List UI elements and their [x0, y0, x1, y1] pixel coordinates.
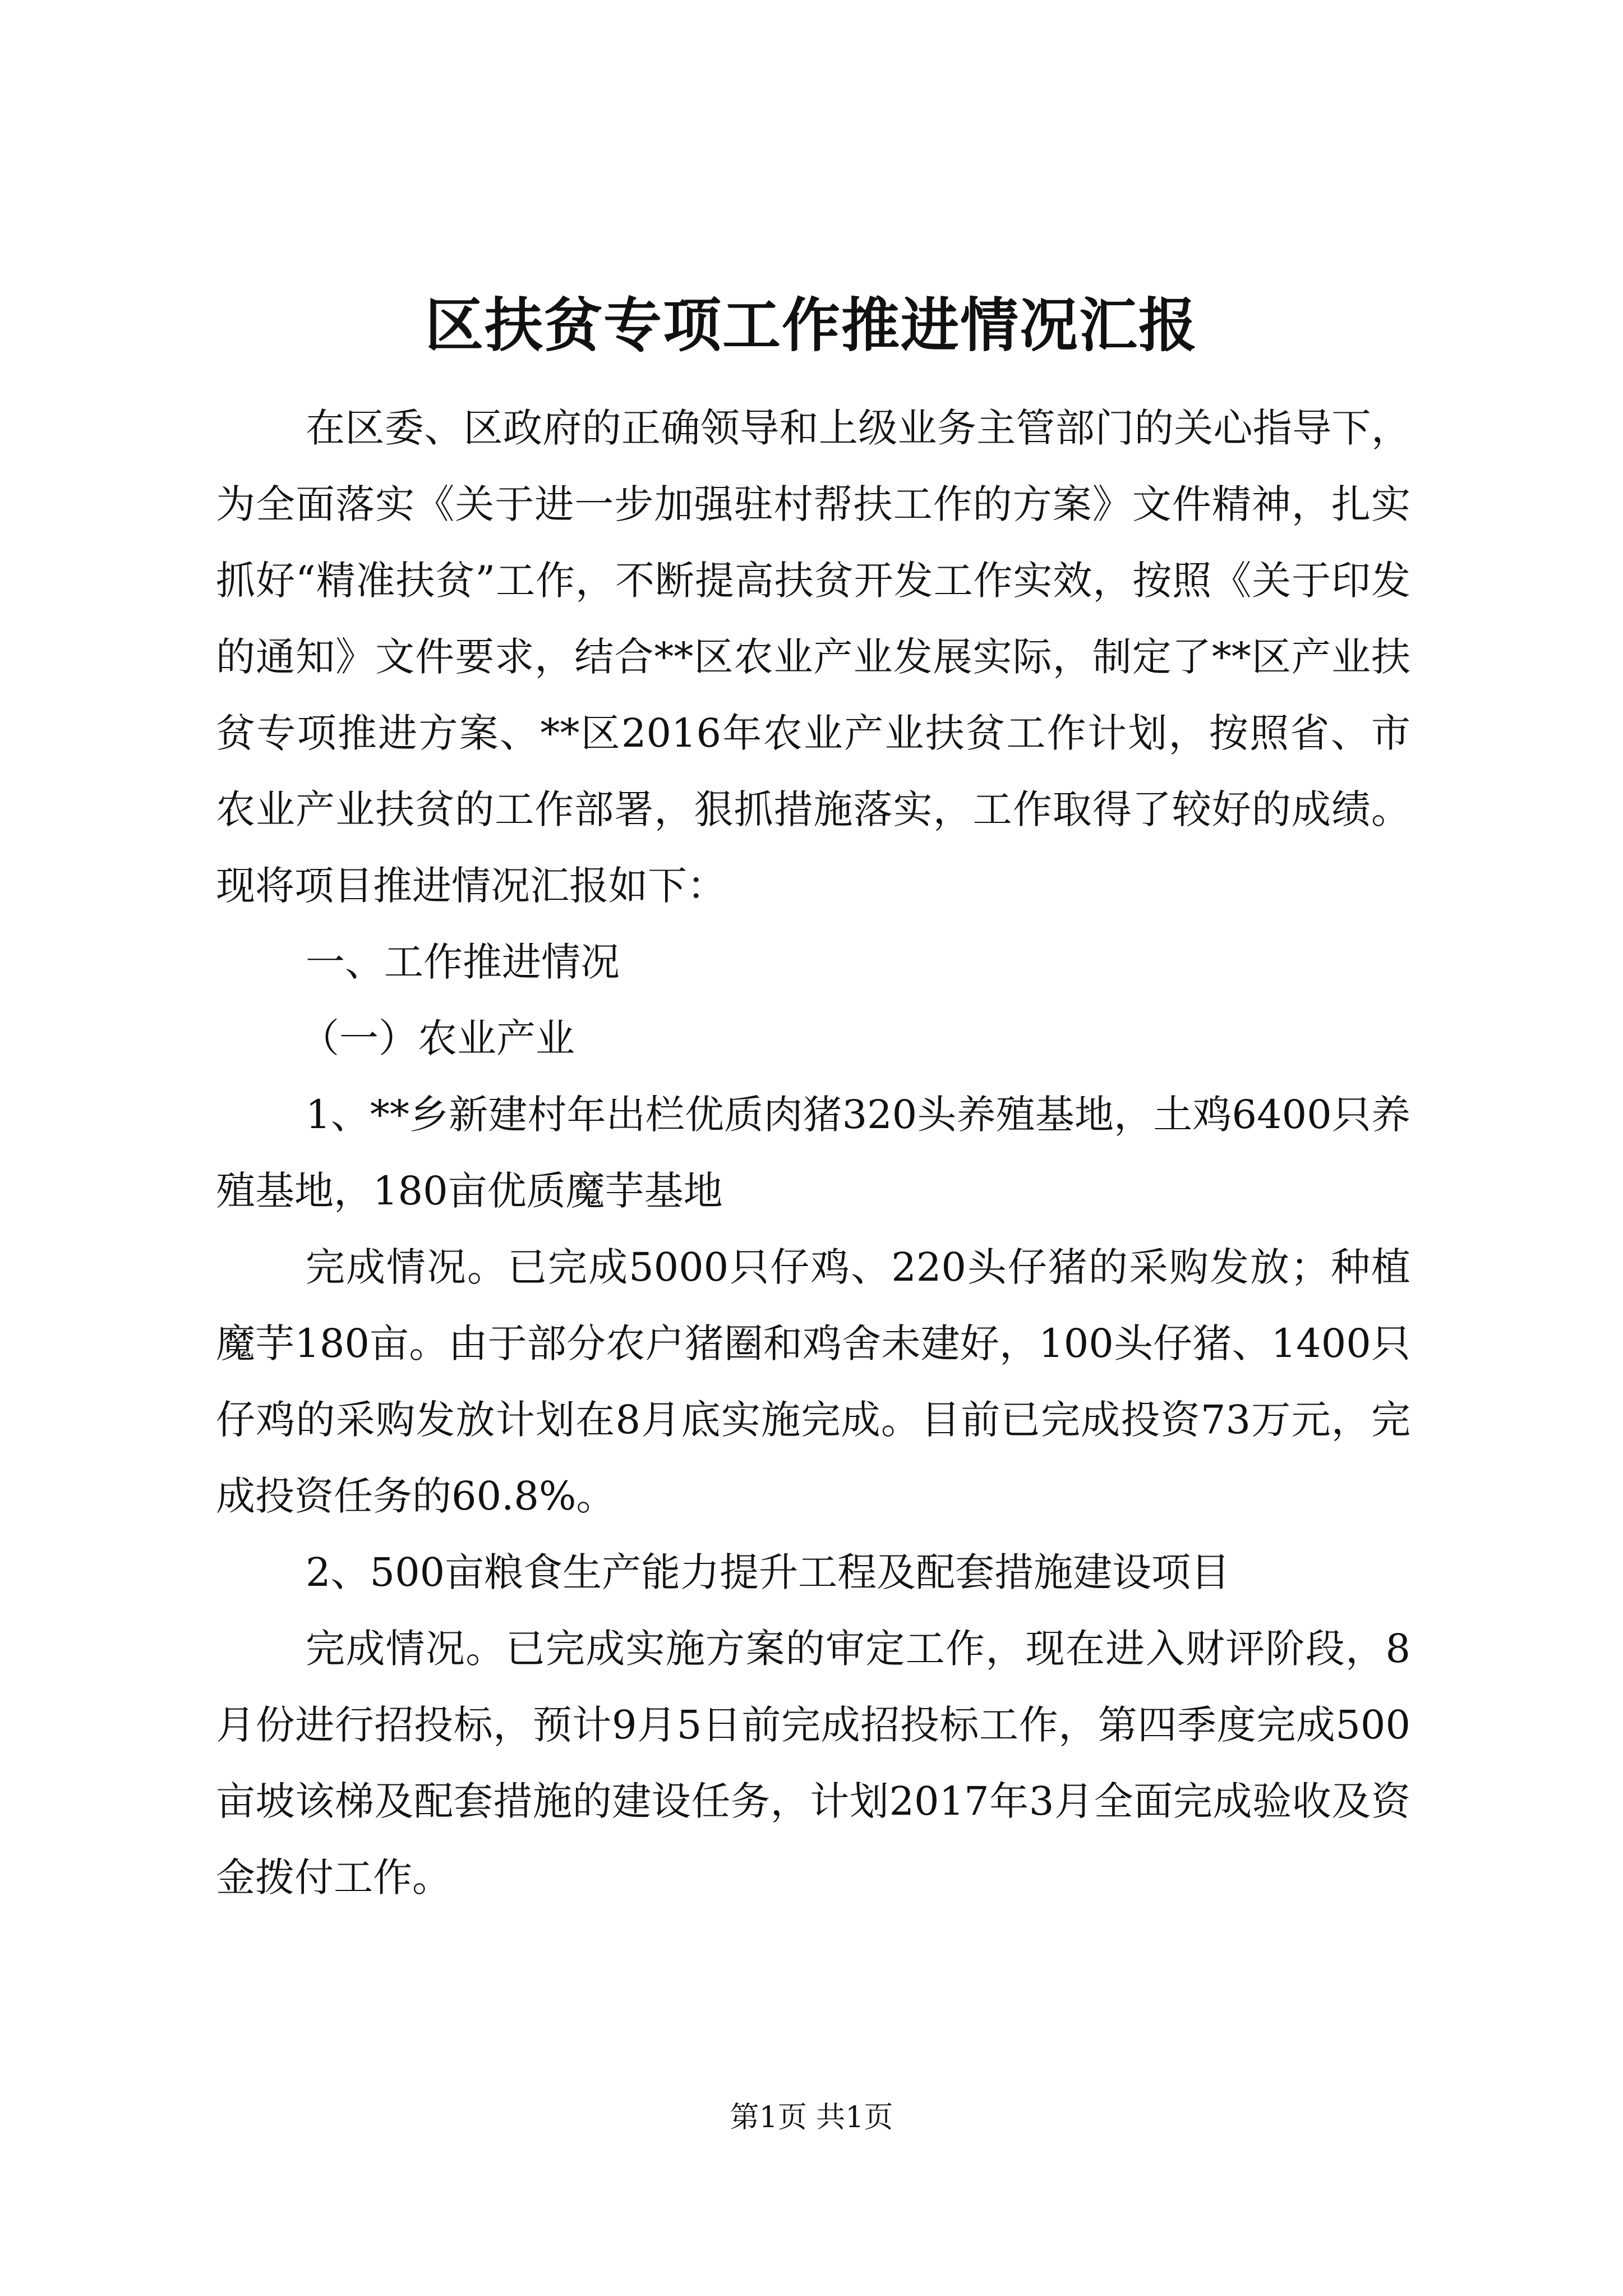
- section-heading-1: 一、工作推进情况: [306, 939, 620, 985]
- item-status-1: 完成情况。已完成5000只仔鸡、220头仔猪的采购发放；种植魔芋180亩。由于部分农户猪圈和鸡舍未建好，100头仔猪、1400只仔鸡的采购发放计划在8月底实施完成。目前已完成投资73万元，完成投资任务的60.8%。: [216, 1244, 1410, 1519]
- subsection-heading-1: （一）农业产业: [300, 1015, 575, 1061]
- item-heading-1: 1、**乡新建村年出栏优质肉猪320头养殖基地，土鸡6400只养殖基地，180亩优质魔芋基地: [216, 1092, 1410, 1214]
- document-body: [216, 390, 1410, 1916]
- document-title: 区扶贫专项工作推进情况汇报: [425, 291, 1198, 360]
- intro-paragraph: 在区委、区政府的正确领导和上级业务主管部门的关心指导下，为全面落实《关于进一步加强驻村帮扶工作的方案》文件精神，扎实抓好“精准扶贫”工作，不断提高扶贫开发工作实效，按照《关于印发的通知》文件要求，结合**区农业产业发展实际，制定了**区产业扶贫专项推进方案、**区2016年农业产业扶贫工作计划，按照省、市农业产业扶贫的工作部署，狠抓措施落实，工作取得了较好的成绩。现将项目推进情况汇报如下：: [216, 405, 1410, 909]
- item-status-2: 完成情况。已完成实施方案的审定工作，现在进入财评阶段，8月份进行招投标，预计9月5日前完成招投标工作，第四季度完成500亩坡该梯及配套措施的建设任务，计划2017年3月全面完成验收及资金拨付工作。: [216, 1626, 1410, 1901]
- item-heading-2: 2、500亩粮食生产能力提升工程及配套措施建设项目: [306, 1549, 1230, 1595]
- page-footer: 第1页 共1页: [730, 2101, 893, 2134]
